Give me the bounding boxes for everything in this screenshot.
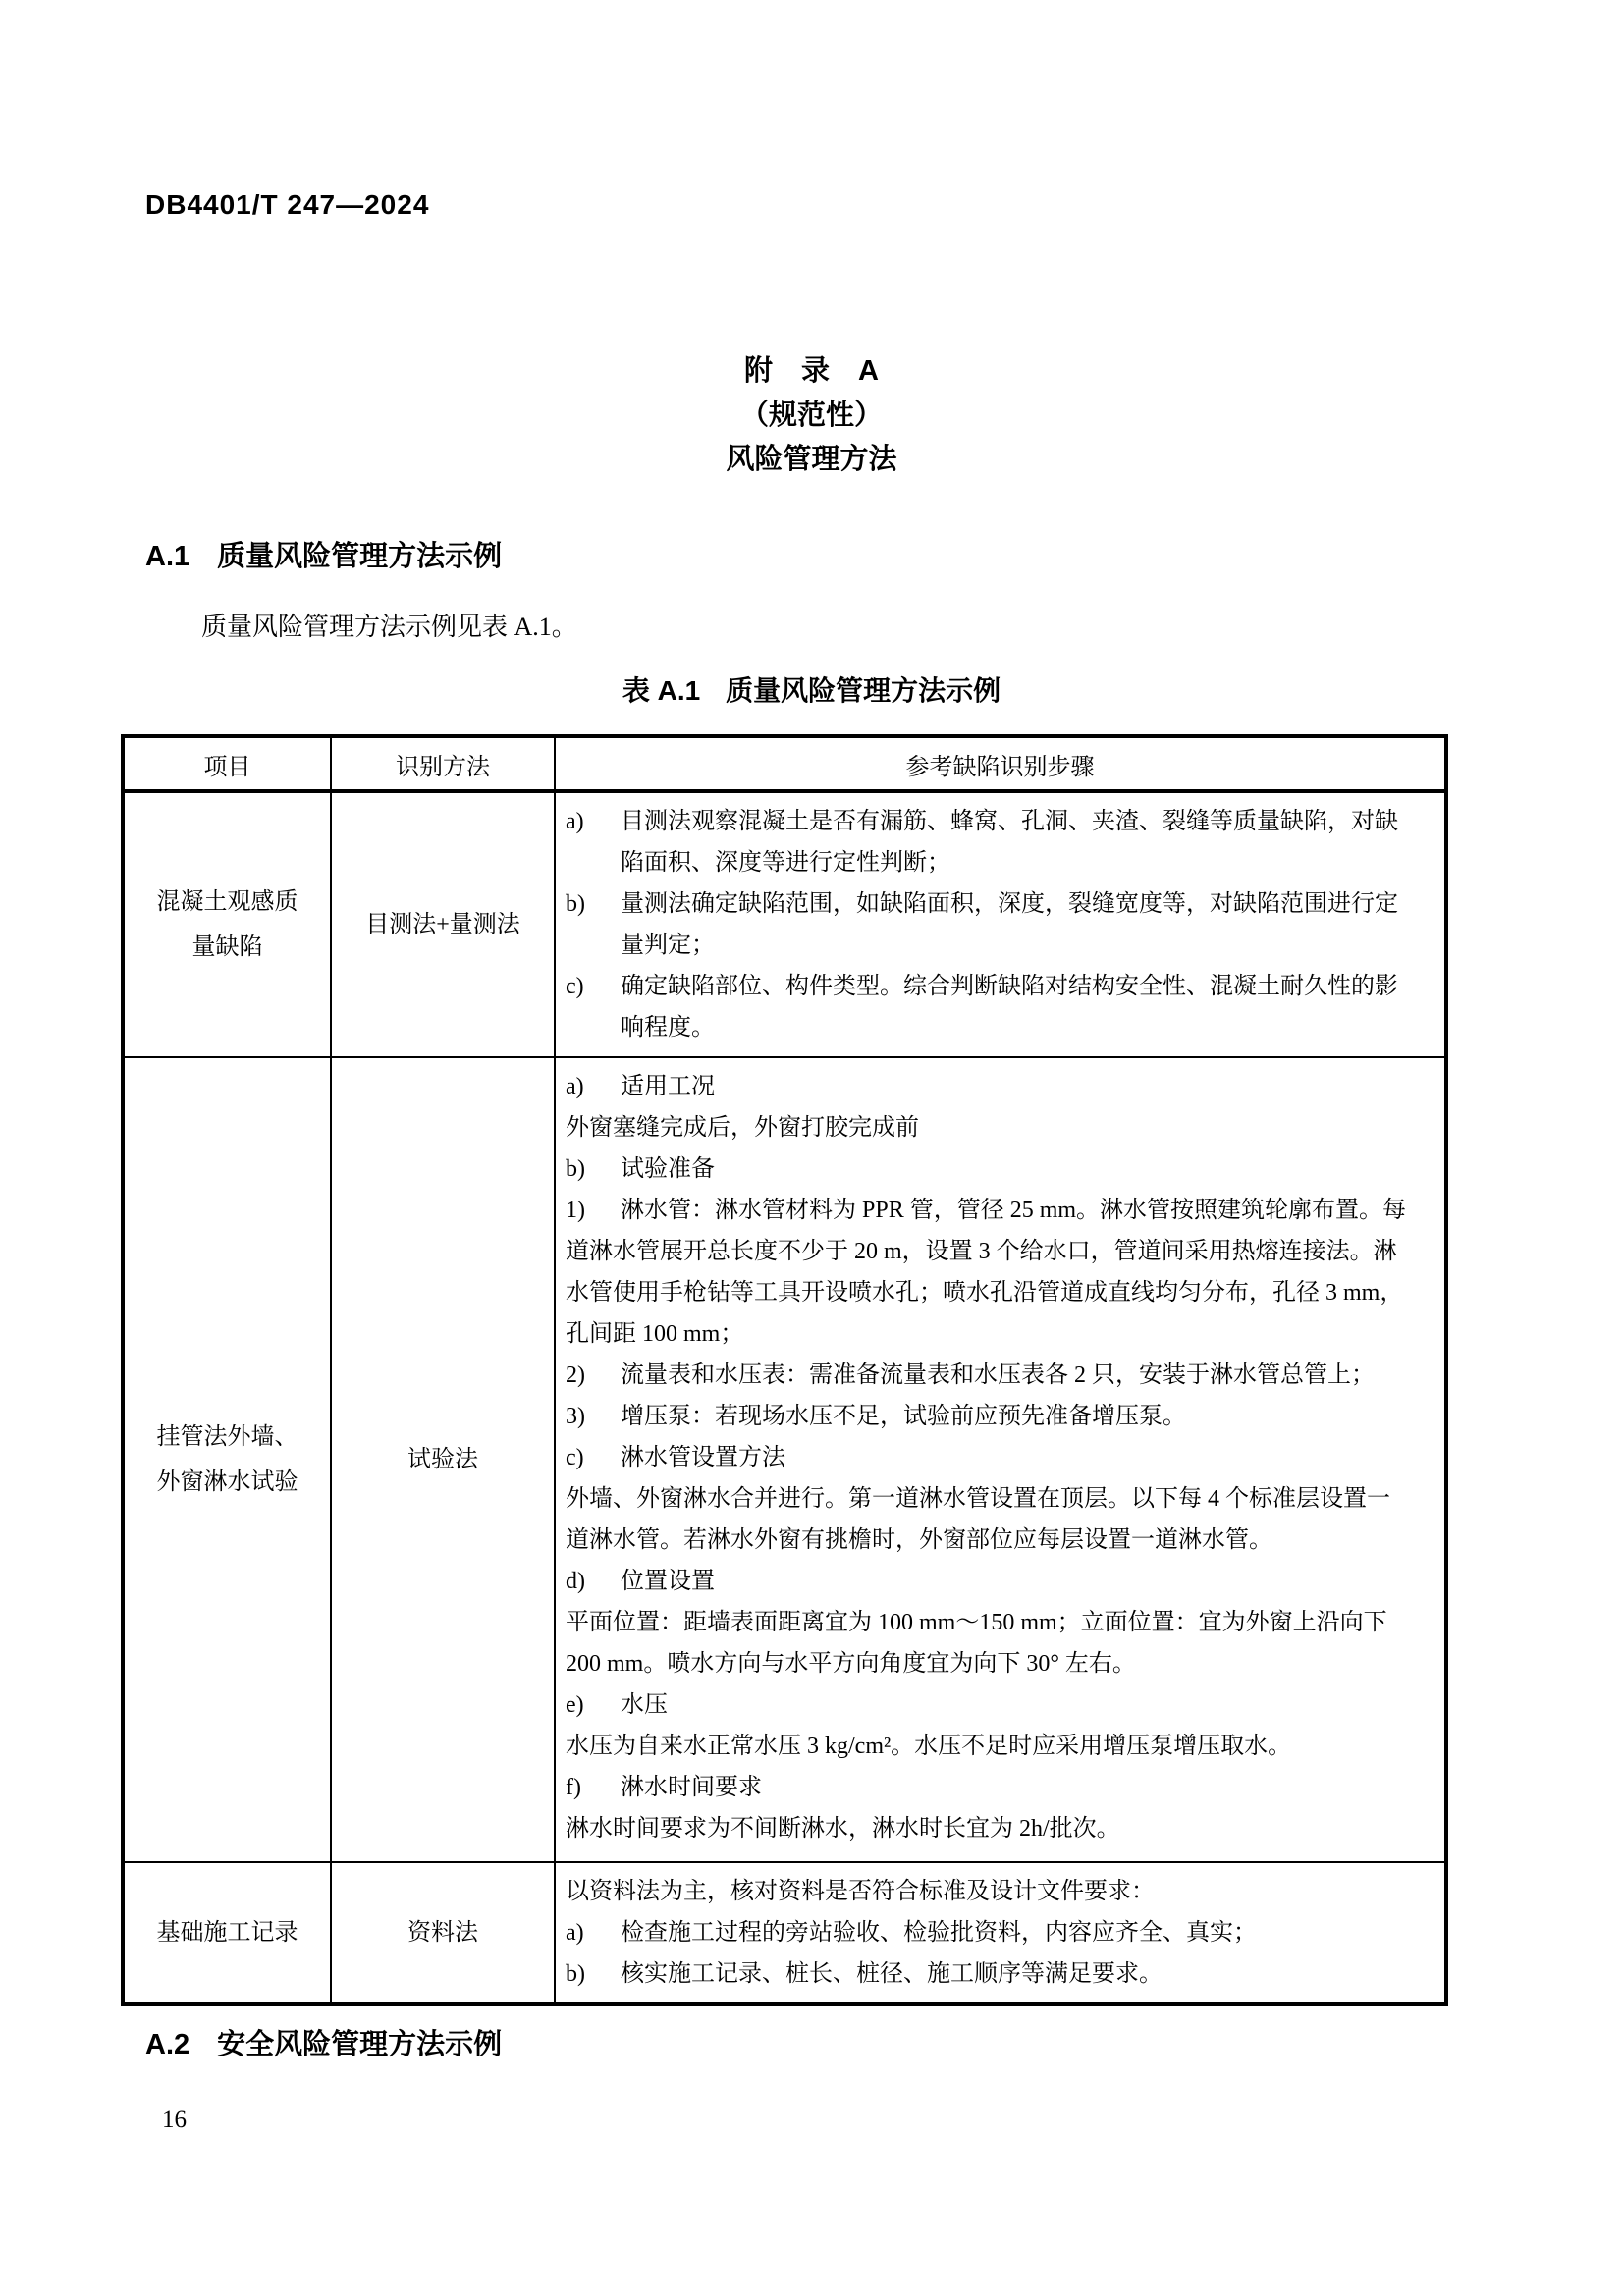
intro-paragraph: 质量风险管理方法示例见表 A.1。 <box>201 613 577 641</box>
step-line <box>566 1007 1433 1048</box>
table-caption-number: 表 A.1 <box>622 675 701 706</box>
step-line <box>566 1190 1433 1231</box>
step-line <box>566 966 1433 1007</box>
step-line <box>566 1684 1433 1726</box>
item-cell <box>123 791 331 1057</box>
step-label: c) <box>566 1445 584 1470</box>
step-text: 淋水管设置方法 <box>621 1445 785 1470</box>
item-line: 挂管法外墙、 <box>156 1424 298 1450</box>
doc-code: DB4401/T 247—2024 <box>145 189 430 220</box>
step-label: f) <box>566 1775 581 1800</box>
step-line <box>566 1767 1433 1808</box>
step-label: 1) <box>566 1198 585 1223</box>
step-text: 水压 <box>621 1692 668 1718</box>
column-header: 识别方法 <box>331 736 555 791</box>
step-line <box>566 883 1433 925</box>
step-line <box>566 1355 1433 1396</box>
step-line <box>566 1520 1433 1561</box>
appendix-title-line1: 附 录 A <box>744 355 879 387</box>
section-number: A.2 <box>145 2029 190 2060</box>
column-header: 参考缺陷识别步骤 <box>555 736 1446 791</box>
step-text: 道淋水管。若淋水外窗有挑檐时，外窗部位应每层设置一道淋水管。 <box>566 1527 1272 1553</box>
step-text: 增压泵：若现场水压不足，试验前应预先准备增压泵。 <box>621 1404 1186 1429</box>
step-line <box>566 1478 1433 1520</box>
step-text: 道淋水管展开总长度不少于 20 m，设置 3 个给水口，管道间采用热熔连接法。淋 <box>566 1239 1397 1264</box>
step-text: 陷面积、深度等进行定性判断； <box>621 850 950 876</box>
step-text: 平面位置：距墙表面距离宜为 100 mm～150 mm；立面位置：宜为外窗上沿向下 <box>566 1610 1387 1635</box>
step-label: d) <box>566 1569 585 1594</box>
method-cell: 资料法 <box>331 1862 555 2004</box>
step-text: 检查施工过程的旁站验收、检验批资料，内容应齐全、真实； <box>621 1920 1257 1946</box>
step-line <box>566 1726 1433 1767</box>
table-row <box>123 791 1446 1057</box>
step-line <box>566 1066 1433 1107</box>
step-text: 淋水时间要求 <box>621 1775 762 1800</box>
steps-cell <box>555 791 1446 1057</box>
quality-risk-table <box>121 734 1448 2006</box>
step-text: 水压为自来水正常水压 3 kg/cm²。水压不足时应采用增压泵增压取水。 <box>566 1734 1292 1759</box>
column-header: 项目 <box>123 736 331 791</box>
step-text: 位置设置 <box>621 1569 715 1594</box>
item-line: 量缺陷 <box>191 934 263 960</box>
step-text: 淋水时间要求为不间断淋水，淋水时长宜为 2h/批次。 <box>566 1816 1120 1842</box>
step-label: e) <box>566 1692 584 1718</box>
section-title: 安全风险管理方法示例 <box>217 2029 503 2060</box>
step-line <box>566 842 1433 883</box>
step-text: 外墙、外窗淋水合并进行。第一道淋水管设置在顶层。以下每 4 个标准层设置一 <box>566 1486 1390 1512</box>
step-text: 试验准备 <box>621 1156 715 1182</box>
table-caption-title: 质量风险管理方法示例 <box>726 675 1001 706</box>
step-label: a) <box>566 809 584 834</box>
appendix-title <box>0 349 1623 482</box>
step-label: b) <box>566 891 585 917</box>
method-cell: 试验法 <box>331 1057 555 1862</box>
step-line <box>566 925 1433 966</box>
step-text: 响程度。 <box>621 1015 715 1041</box>
item-line: 混凝土观感质 <box>156 889 298 915</box>
table-header-row <box>123 736 1446 791</box>
step-text: 目测法观察混凝土是否有漏筋、蜂窝、孔洞、夹渣、裂缝等质量缺陷，对缺 <box>621 809 1398 834</box>
step-line <box>566 1148 1433 1190</box>
item-cell <box>123 1862 331 2004</box>
section-heading-a2 <box>145 2022 502 2062</box>
table-caption <box>0 669 1623 709</box>
step-label: c) <box>566 974 584 999</box>
step-text: 孔间距 100 mm； <box>566 1321 744 1347</box>
step-line <box>566 1396 1433 1437</box>
step-label: 2) <box>566 1362 585 1388</box>
step-text: 以资料法为主，核对资料是否符合标准及设计文件要求： <box>566 1879 1155 1904</box>
section-title: 质量风险管理方法示例 <box>217 541 503 572</box>
section-heading-a1 <box>145 534 502 574</box>
steps-cell <box>555 1862 1446 2004</box>
step-text: 核实施工记录、桩长、桩径、施工顺序等满足要求。 <box>621 1961 1163 1987</box>
step-line <box>566 1808 1433 1849</box>
step-text: 流量表和水压表：需准备流量表和水压表各 2 只，安装于淋水管总管上； <box>621 1362 1375 1388</box>
step-text: 淋水管：淋水管材料为 PPR 管，管径 25 mm。淋水管按照建筑轮廓布置。每 <box>621 1198 1407 1223</box>
step-line <box>566 1953 1433 1995</box>
step-text: 量判定； <box>621 933 715 958</box>
step-text: 外窗塞缝完成后，外窗打胶完成前 <box>566 1115 919 1141</box>
table-row <box>123 1057 1446 1862</box>
step-label: a) <box>566 1920 584 1946</box>
step-line <box>566 1912 1433 1953</box>
step-label: b) <box>566 1156 585 1182</box>
step-label: a) <box>566 1074 584 1099</box>
appendix-title-line2: （规范性） <box>739 400 883 431</box>
step-line <box>566 1602 1433 1643</box>
table-row <box>123 1862 1446 2004</box>
section-number: A.1 <box>145 541 190 572</box>
step-line <box>566 1643 1433 1684</box>
step-line <box>566 1272 1433 1313</box>
step-label: b) <box>566 1961 585 1987</box>
step-line <box>566 1561 1433 1602</box>
step-text: 适用工况 <box>621 1074 715 1099</box>
step-text: 水管使用手枪钻等工具开设喷水孔；喷水孔沿管道成直线均匀分布，孔径 3 mm， <box>566 1280 1404 1306</box>
step-line <box>566 1231 1433 1272</box>
item-line: 基础施工记录 <box>156 1920 298 1946</box>
item-line: 外窗淋水试验 <box>156 1469 298 1495</box>
step-text: 量测法确定缺陷范围，如缺陷面积，深度，裂缝宽度等，对缺陷范围进行定 <box>621 891 1398 917</box>
step-line <box>566 1107 1433 1148</box>
step-label: 3) <box>566 1404 585 1429</box>
step-line <box>566 1313 1433 1355</box>
appendix-title-line3: 风险管理方法 <box>726 444 897 475</box>
item-cell <box>123 1057 331 1862</box>
step-line <box>566 1871 1433 1912</box>
step-text: 200 mm。喷水方向与水平方向角度宜为向下 30° 左右。 <box>566 1651 1136 1677</box>
steps-cell <box>555 1057 1446 1862</box>
step-line <box>566 1437 1433 1478</box>
method-cell: 目测法+量测法 <box>331 791 555 1057</box>
page-number: 16 <box>162 2107 187 2133</box>
step-text: 确定缺陷部位、构件类型。综合判断缺陷对结构安全性、混凝土耐久性的影 <box>621 974 1398 999</box>
step-line <box>566 801 1433 842</box>
